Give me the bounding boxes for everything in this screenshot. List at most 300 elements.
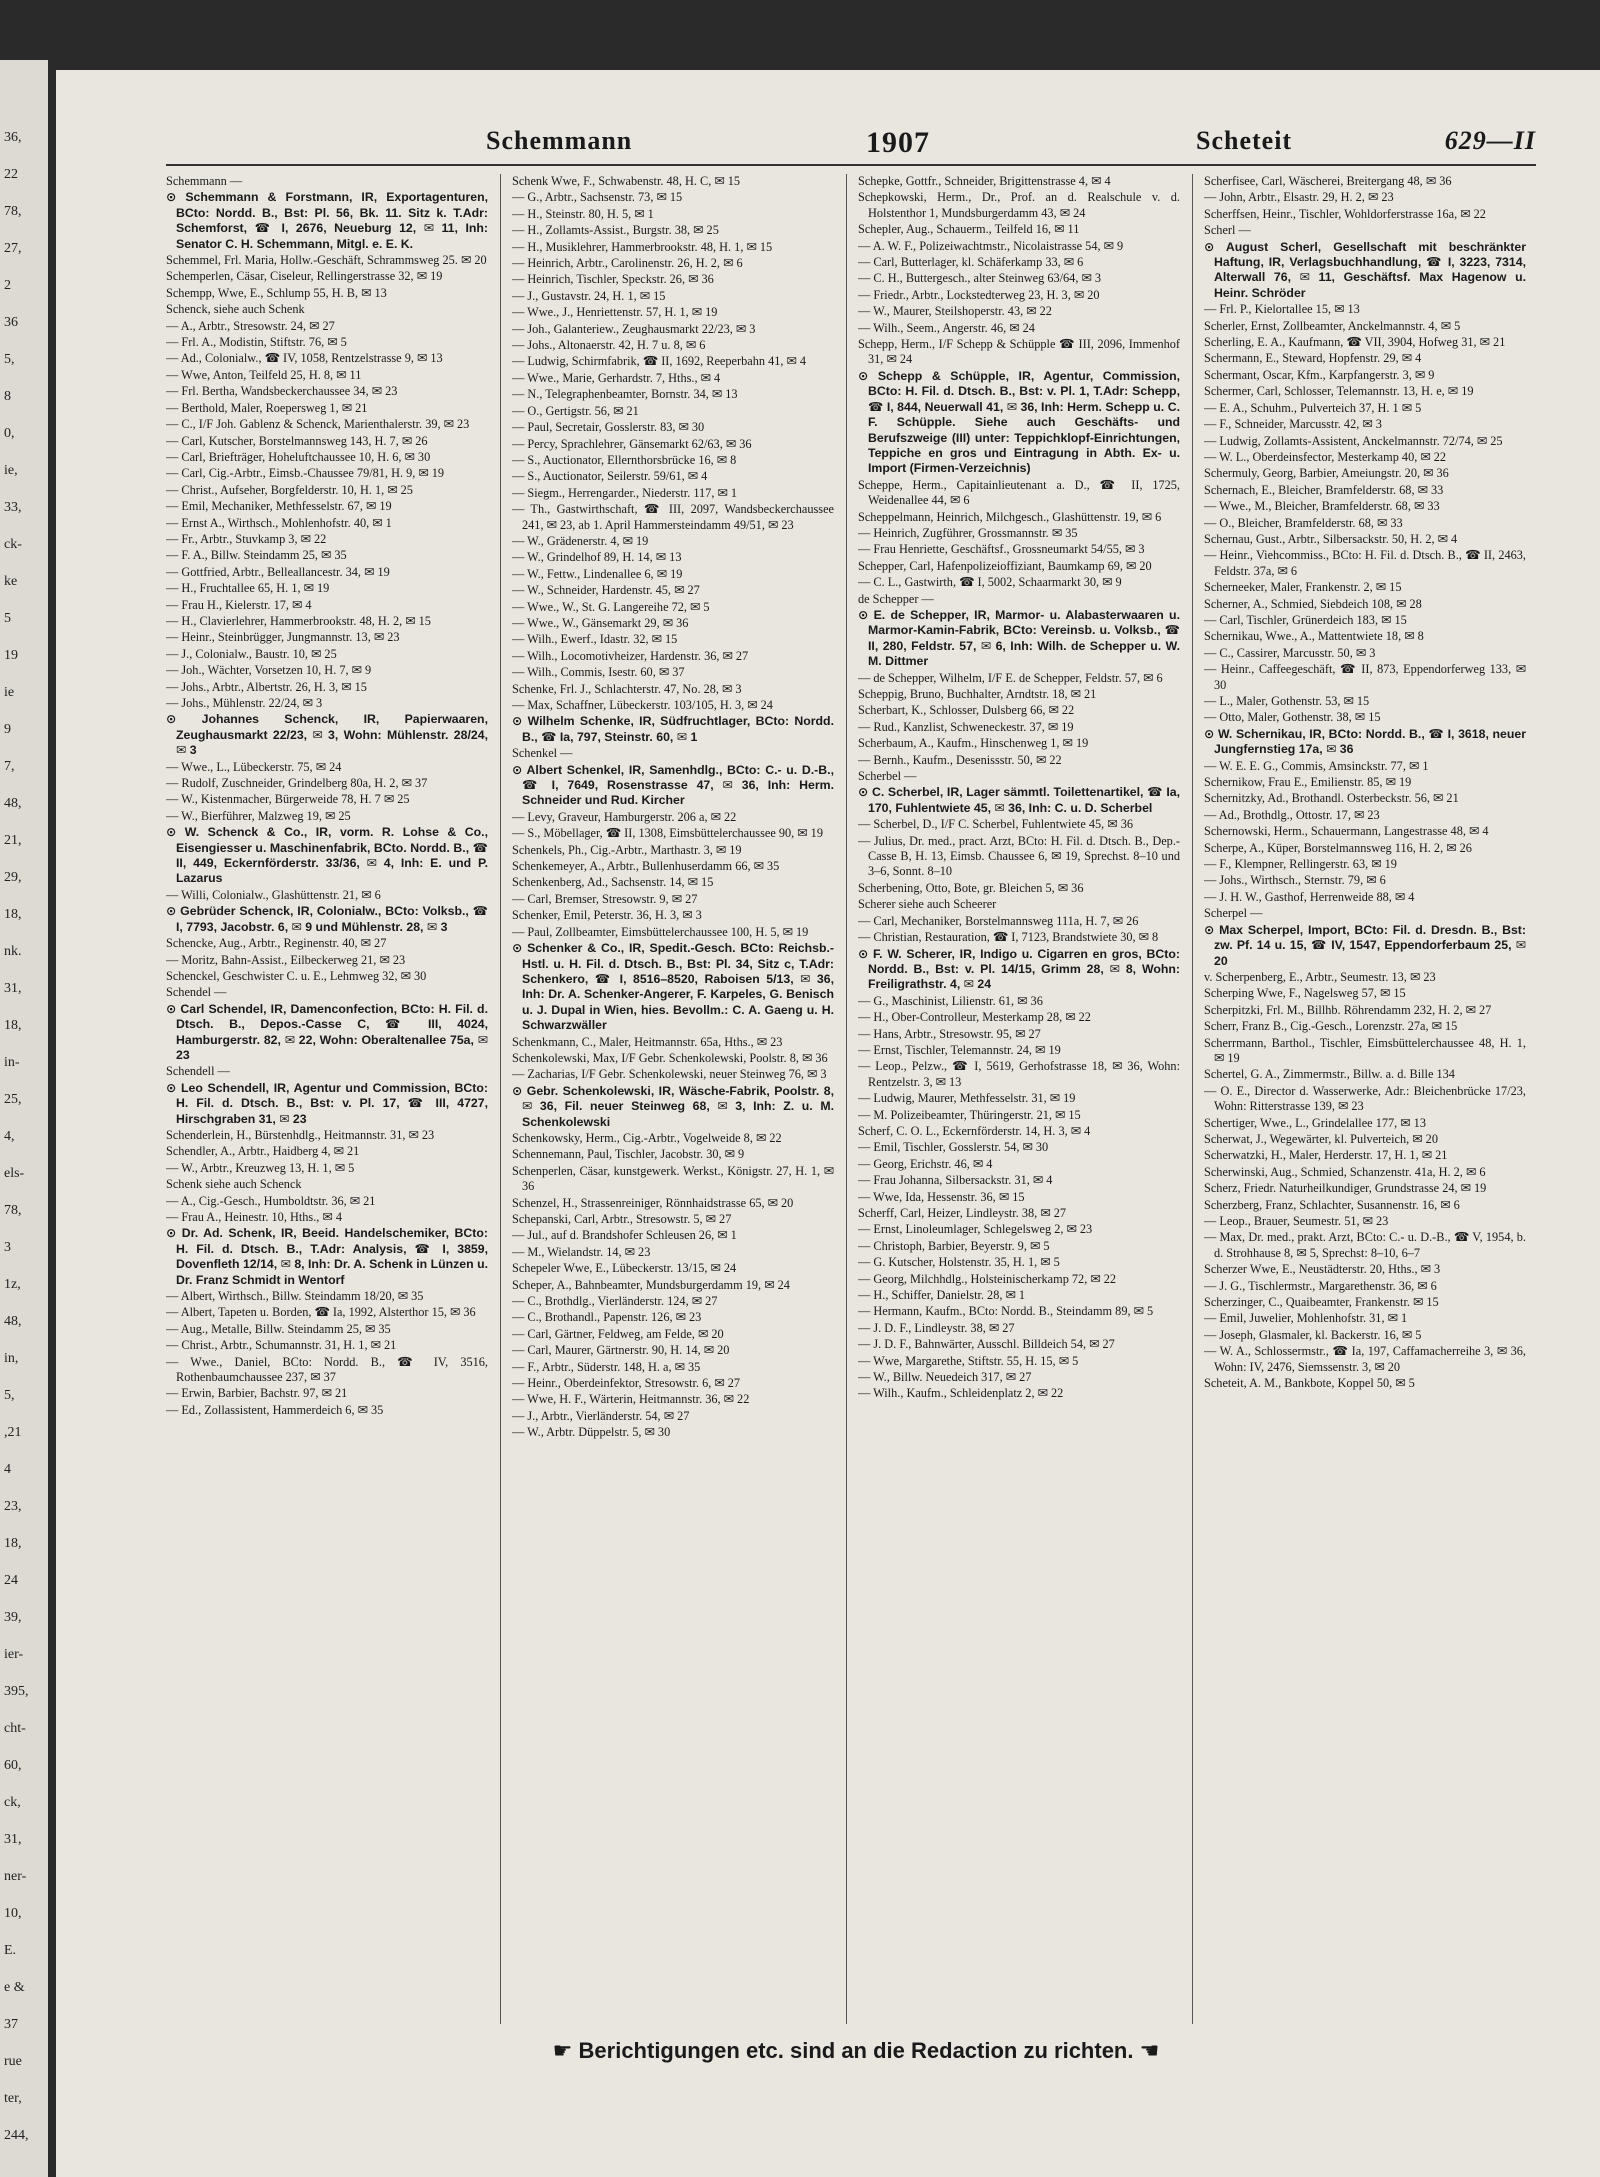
directory-entry: — Emil, Juwelier, Mohlenhofstr. 31, ✉ 1 bbox=[1204, 1311, 1408, 1326]
directory-entry: — J. D. F., Lindleystr. 38, ✉ 27 bbox=[858, 1320, 1015, 1335]
previous-page-fragment: 33, bbox=[4, 500, 22, 515]
directory-entry: Scherbel — bbox=[858, 769, 917, 784]
directory-entry: Schermuly, Georg, Barbier, Ameiungstr. 20, ✉ 36 bbox=[1204, 466, 1449, 481]
directory-entry: — Wilh., Locomotivheizer, Hardenstr. 36, ✉ 27 bbox=[512, 648, 749, 663]
header-year: 1907 bbox=[866, 126, 930, 159]
directory-entry: Schertiger, Wwe., L., Grindelallee 177, ✉ 13 bbox=[1204, 1115, 1426, 1130]
directory-entry: Schenkmann, C., Maler, Heitmannstr. 65a, Hths., ✉ 23 bbox=[512, 1034, 783, 1049]
directory-entry: — Joh., Galanteriew., Zeughausmarkt 22/23, ✉ 3 bbox=[512, 321, 756, 336]
directory-entry: — Heinrich, Arbtr., Carolinenstr. 26, H. 2, ✉ 6 bbox=[512, 256, 743, 271]
previous-page-fragment: 244, bbox=[4, 2128, 29, 2143]
directory-entry: — Wwe., M., Bleicher, Bramfelderstr. 68, ✉ 33 bbox=[1204, 499, 1440, 514]
directory-entry: — de Schepper, Wilhelm, I/F E. de Schepper, Feldstr. 57, ✉ 6 bbox=[858, 670, 1163, 685]
directory-entry: — Friedr., Arbtr., Lockstedterweg 23, H. 3, ✉ 20 bbox=[858, 287, 1100, 302]
previous-page-fragment: 60, bbox=[4, 1758, 22, 1773]
directory-entry: Schenke, Frl. J., Schlachterstr. 47, No. 28, ✉ 3 bbox=[512, 681, 742, 696]
directory-entry: Schendell — bbox=[166, 1064, 230, 1079]
directory-entry: Schenk Wwe, F., Schwabenstr. 48, H. C, ✉ 15 bbox=[512, 174, 741, 188]
previous-page-edge bbox=[0, 60, 48, 2177]
directory-entry: Schepeler Wwe, E., Lübeckerstr. 13/15, ✉ 24 bbox=[512, 1261, 737, 1276]
directory-entry: — Wwe., L., Lübeckerstr. 75, ✉ 24 bbox=[166, 759, 342, 774]
directory-entry: — Hermann, Kaufm., BCto: Nordd. B., Steindamm 89, ✉ 5 bbox=[858, 1304, 1154, 1319]
directory-entry: — Max, Schaffner, Lübeckerstr. 103/105, H. 3, ✉ 24 bbox=[512, 698, 773, 712]
previous-page-fragment: ,21 bbox=[4, 1425, 22, 1440]
directory-entry: Scherff, Carl, Heizer, Lindleystr. 38, ✉ 27 bbox=[858, 1206, 1066, 1220]
previous-page-fragment: e & bbox=[4, 1980, 25, 1995]
previous-page-fragment: ter, bbox=[4, 2091, 22, 2106]
previous-page-fragment: 48, bbox=[4, 796, 22, 811]
directory-entry: — H., Ober-Controlleur, Mesterkamp 28, ✉ 22 bbox=[858, 1010, 1091, 1025]
directory-entry: — M., Wielandstr. 14, ✉ 23 bbox=[512, 1244, 651, 1259]
firm-entry: ⊙ Wilhelm Schenke, IR, Südfruchtlager, BCto: Nordd. B., ☎ Ia, 797, Steinstr. 60, ✉ 1 bbox=[512, 714, 834, 744]
previous-page-fragment: ner- bbox=[4, 1869, 27, 1884]
directory-entry: — Erwin, Barbier, Bachstr. 97, ✉ 21 bbox=[166, 1386, 348, 1401]
directory-entry: Schenkowsky, Herm., Cig.-Arbtr., Vogelweide 8, ✉ 22 bbox=[512, 1130, 782, 1145]
previous-page-fragment: 1z, bbox=[4, 1277, 21, 1292]
directory-entry: Schermer, Carl, Schlosser, Telemannstr. 13, H. e, ✉ 19 bbox=[1204, 384, 1474, 399]
previous-page-fragment: 9 bbox=[4, 722, 11, 737]
directory-entry: — S., Möbellager, ☎ II, 1308, Eimsbüttelerchaussee 90, ✉ 19 bbox=[512, 826, 823, 841]
directory-entry: Scherbaum, A., Kaufm., Hinschenweg 1, ✉ 19 bbox=[858, 736, 1089, 751]
directory-entry: Schepler, Aug., Schauerm., Teilfeld 16, ✉ 11 bbox=[858, 222, 1080, 237]
previous-page-fragment: 5 bbox=[4, 611, 11, 626]
directory-entry: Schenkemeyer, A., Arbtr., Bullenhuserdamm 66, ✉ 35 bbox=[512, 859, 780, 874]
directory-entry: — S., Auctionator, Seilerstr. 59/61, ✉ 4 bbox=[512, 469, 708, 484]
directory-entry: Scherzinger, C., Quaibeamter, Frankenstr. ✉ 15 bbox=[1204, 1295, 1439, 1310]
previous-page-fragment: 25, bbox=[4, 1092, 22, 1107]
header-last-name: Scheteit bbox=[1196, 126, 1293, 155]
previous-page-fragment: 395, bbox=[4, 1684, 29, 1699]
previous-page-fragment: 8 bbox=[4, 389, 11, 404]
directory-entry: — Georg, Milchhdlg., Holsteinischerkamp 72, ✉ 22 bbox=[858, 1271, 1117, 1286]
page-footer bbox=[356, 2038, 1356, 2064]
directory-entry: — Max, Dr. med., prakt. Arzt, BCto: C.- u. D.-B., ☎ V, 1954, b. d. Strohhause 8, ✉ 5, Sprechst: 8–10, 6–7 bbox=[1204, 1230, 1526, 1260]
directory-columns bbox=[166, 174, 1536, 2024]
directory-entry: Schenkolewski, Max, I/F Gebr. Schenkolewski, Poolstr. 8, ✉ 36 bbox=[512, 1050, 828, 1065]
directory-entry: Schermann, E., Steward, Hopfenstr. 29, ✉ 4 bbox=[1204, 351, 1422, 366]
directory-entry: Schennemann, Paul, Tischler, Jacobstr. 30, ✉ 9 bbox=[512, 1147, 745, 1162]
firm-entry: ⊙ Schemmann & Forstmann, IR, Exportagenturen, BCto: Nordd. B., Bst: Pl. 56, Bk. 11. Sitz k. T.Adr: Schemforst, ☎ I, 2676, Neueburg 12, ✉ 11, Inh: Senator C. H. Schemmann, Mitgl. e. E. K. bbox=[166, 190, 488, 251]
directory-entry: — Wwe, Margarethe, Stiftstr. 55, H. 15, ✉ 5 bbox=[858, 1353, 1079, 1368]
previous-page-fragment: in- bbox=[4, 1055, 20, 1070]
directory-entry: Schenckel, Geschwister C. u. E., Lehmweg 32, ✉ 30 bbox=[166, 968, 427, 983]
directory-entry: — H., Steinstr. 80, H. 5, ✉ 1 bbox=[512, 206, 654, 221]
directory-entry: Scherwatzki, H., Maler, Herderstr. 17, H. 1, ✉ 21 bbox=[1204, 1148, 1448, 1163]
previous-page-fragment: 23, bbox=[4, 1499, 22, 1514]
previous-page-fragment: ier- bbox=[4, 1647, 24, 1662]
firm-entry: ⊙ Gebr. Schenkolewski, IR, Wäsche-Fabrik, Poolstr. 8, ✉ 36, Fil. neuer Steinweg 68, ✉ 3, Inh: Z. u. M. Schenkolewski bbox=[512, 1083, 834, 1129]
column-divider bbox=[1192, 174, 1193, 2024]
directory-entry: — Heinr., Oberdeinfektor, Stresowstr. 6, ✉ 27 bbox=[512, 1376, 741, 1391]
directory-entry: — W., Fettw., Lindenallee 6, ✉ 19 bbox=[512, 566, 683, 581]
directory-entry: — W., Kistenmacher, Bürgerweide 78, H. 7 ✉ 25 bbox=[166, 792, 410, 807]
directory-entry: — F. A., Billw. Steindamm 25, ✉ 35 bbox=[166, 548, 347, 563]
directory-entry: — W., Bierführer, Malzweg 19, ✉ 25 bbox=[166, 808, 351, 823]
firm-entry: ⊙ August Scherl, Gesellschaft mit beschränkter Haftung, IR, Verlagsbuchhandlung, ☎ I, 3223, 7314, Alterwall 76, ✉ 11, Geschäftsf. Max Hagenow u. Heinr. Schröder bbox=[1204, 239, 1526, 300]
directory-entry: Scherbening, Otto, Bote, gr. Bleichen 5, ✉ 36 bbox=[858, 880, 1084, 895]
previous-page-fragment: 7, bbox=[4, 759, 15, 774]
directory-entry: Schenzel, H., Strassenreiniger, Rönnhaidstrasse 65, ✉ 20 bbox=[512, 1195, 794, 1210]
previous-page-fragment: 31, bbox=[4, 1832, 22, 1847]
previous-page-fragment: 2 bbox=[4, 278, 11, 293]
directory-entry: — H., Clavierlehrer, Hammerbrookstr. 48, H. 2, ✉ 15 bbox=[166, 613, 431, 628]
directory-entry: — Albert, Wirthsch., Billw. Steindamm 18/20, ✉ 35 bbox=[166, 1289, 424, 1304]
directory-entry: Scherer siehe auch Scheerer bbox=[858, 897, 997, 912]
directory-entry: — Gottfried, Arbtr., Belleallancestr. 34, ✉ 19 bbox=[166, 564, 390, 579]
previous-page-fragment: 78, bbox=[4, 1203, 22, 1218]
directory-entry: — C., I/F Joh. Gablenz & Schenck, Marienthalerstr. 39, ✉ 23 bbox=[166, 417, 470, 432]
previous-page-fragment: cht- bbox=[4, 1721, 26, 1736]
directory-entry: — O., Gertigstr. 56, ✉ 21 bbox=[512, 403, 639, 418]
directory-entry: — Ad., Colonialw., ☎ IV, 1058, Rentzelstrasse 9, ✉ 13 bbox=[166, 351, 443, 366]
previous-page-fragment: ck, bbox=[4, 1795, 21, 1810]
directory-entry: — Ludwig, Schirmfabrik, ☎ II, 1692, Reeperbahn 41, ✉ 4 bbox=[512, 354, 807, 369]
directory-entry: — A. W. F., Polizeiwachtmstr., Nicolaistrasse 54, ✉ 9 bbox=[858, 238, 1124, 253]
directory-entry: — Julius, Dr. med., pract. Arzt, BCto: H. Fil. d. Dtsch. B., Dep.-Casse B, H. 13, Eimsb. Chaussee 6, ✉ 19, Sprechst. 8–10 und 3–6, Sonnt. 8–10 bbox=[858, 833, 1180, 879]
directory-entry: Scherpitzki, Frl. M., Billhb. Röhrendamm 232, H. 2, ✉ 27 bbox=[1204, 1002, 1492, 1017]
directory-entry: — H., Fruchtallee 65, H. 1, ✉ 19 bbox=[166, 581, 330, 596]
previous-page-fragment: 10, bbox=[4, 1906, 22, 1921]
directory-entry: — W., Arbtr. Düppelstr. 5, ✉ 30 bbox=[512, 1425, 671, 1440]
previous-page-fragment: 31, bbox=[4, 981, 22, 996]
column-divider bbox=[846, 174, 847, 2024]
directory-entry: — C. L., Gastwirth, ☎ I, 5002, Schaarmarkt 30, ✉ 9 bbox=[858, 575, 1122, 590]
previous-page-fragment: 36, bbox=[4, 130, 22, 145]
directory-entry: — W. L., Oberdeinsfector, Mesterkamp 40, ✉ 22 bbox=[1204, 449, 1447, 464]
directory-entry: — Carl, Mechaniker, Borstelmannsweg 111a, H. 7, ✉ 26 bbox=[858, 913, 1139, 928]
directory-entry: — Frl. A., Modistin, Stiftstr. 76, ✉ 5 bbox=[166, 335, 347, 350]
page-header bbox=[166, 120, 1536, 166]
previous-page-fragment: els- bbox=[4, 1166, 25, 1181]
previous-page-fragment: 3 bbox=[4, 1240, 11, 1255]
previous-page-fragment: in, bbox=[4, 1351, 19, 1366]
directory-entry: — H., Musiklehrer, Hammerbrookstr. 48, H. 1, ✉ 15 bbox=[512, 239, 773, 254]
previous-page-fragment: 24 bbox=[4, 1573, 18, 1588]
directory-entry: — Jul., auf d. Brandshofer Schleusen 26, ✉ 1 bbox=[512, 1228, 737, 1243]
previous-page-fragment: 29, bbox=[4, 870, 22, 885]
directory-entry: — Christian, Restauration, ☎ I, 7123, Brandstwiete 30, ✉ 8 bbox=[858, 930, 1159, 945]
directory-entry: Schernowski, Herm., Schauermann, Langestrasse 48, ✉ 4 bbox=[1204, 824, 1489, 839]
directory-entry: — Albert, Tapeten u. Borden, ☎ Ia, 1992, Alsterthor 15, ✉ 36 bbox=[166, 1305, 476, 1320]
directory-entry: Scherl — bbox=[1204, 223, 1251, 238]
directory-entry: — Heinrich, Zugführer, Grossmannstr. ✉ 35 bbox=[858, 525, 1078, 540]
previous-page-fragment: 0, bbox=[4, 426, 15, 441]
directory-entry: Scheper, A., Bahnbeamter, Mundsburgerdamm 19, ✉ 24 bbox=[512, 1277, 790, 1292]
directory-entry: Scherpel — bbox=[1204, 906, 1263, 921]
pointing-hand-left-icon: ☛ bbox=[552, 2038, 573, 2063]
directory-entry: — Carl, Cig.-Arbtr., Eimsb.-Chaussee 79/81, H. 9, ✉ 19 bbox=[166, 466, 445, 481]
directory-entry: — H., Schiffer, Danielstr. 28, ✉ 1 bbox=[858, 1288, 1026, 1303]
directory-entry: v. Scherpenberg, E., Arbtr., Seumestr. 13, ✉ 23 bbox=[1204, 969, 1436, 984]
directory-entry: — Carl, Bremser, Stresowstr. 9, ✉ 27 bbox=[512, 891, 698, 906]
directory-entry: — Emil, Tischler, Gosslerstr. 54, ✉ 30 bbox=[858, 1140, 1049, 1155]
directory-entry: Scherler, Ernst, Zollbeamter, Anckelmannstr. 4, ✉ 5 bbox=[1204, 318, 1461, 333]
directory-entry: — Wilh., Seem., Angerstr. 46, ✉ 24 bbox=[858, 320, 1035, 335]
directory-entry: Scherffsen, Heinr., Tischler, Wohldorferstrasse 16a, ✉ 22 bbox=[1204, 206, 1486, 221]
directory-entry: — Moritz, Bahn-Assist., Eilbeckerweg 21, ✉ 23 bbox=[166, 952, 406, 967]
previous-page-fragment: 27, bbox=[4, 241, 22, 256]
directory-entry: Schenderlein, H., Bürstenhdlg., Heitmannstr. 31, ✉ 23 bbox=[166, 1127, 435, 1142]
directory-entry: — W. A., Schlossermstr., ☎ Ia, 197, Caffamacherreihe 3, ✉ 36, Wohn: IV, 2476, Siemssenstr. 3, ✉ 20 bbox=[1204, 1344, 1526, 1374]
previous-page-fragment: 39, bbox=[4, 1610, 22, 1625]
directory-entry: — Christ., Aufseher, Borgfelderstr. 10, H. 1, ✉ 25 bbox=[166, 482, 413, 497]
previous-page-fragment: 21, bbox=[4, 833, 22, 848]
directory-entry: — Frau H., Kielerstr. 17, ✉ 4 bbox=[166, 597, 312, 612]
directory-entry: — G., Arbtr., Sachsenstr. 73, ✉ 15 bbox=[512, 190, 683, 205]
directory-entry: — Ed., Zollassistent, Hammerdeich 6, ✉ 35 bbox=[166, 1402, 384, 1417]
previous-page-fragment: 36 bbox=[4, 315, 18, 330]
directory-entry: — J., Arbtr., Vierländerstr. 54, ✉ 27 bbox=[512, 1408, 690, 1423]
directory-entry: Scheppig, Bruno, Buchhalter, Arndtstr. 18, ✉ 21 bbox=[858, 687, 1097, 701]
directory-entry: Schemperlen, Cäsar, Ciseleur, Rellingerstrasse 32, ✉ 19 bbox=[166, 269, 443, 284]
previous-page-fragment: 48, bbox=[4, 1314, 22, 1329]
directory-entry: Scherling, E. A., Kaufmann, ☎ VII, 3904, Hofweg 31, ✉ 21 bbox=[1204, 335, 1506, 350]
directory-entry: Schenker, Emil, Peterstr. 36, H. 3, ✉ 3 bbox=[512, 908, 702, 923]
directory-entry: — Wwe., W., Gänsemarkt 29, ✉ 36 bbox=[512, 615, 689, 630]
firm-entry: ⊙ Leo Schendell, IR, Agentur und Commission, BCto: H. Fil. d. Dtsch. B., Bst: v. Pl. 17, ☎ III, 4727, Hirschgraben 31, ✉ 23 bbox=[166, 1080, 488, 1126]
directory-entry: — Wilh., Kaufm., Schleidenplatz 2, ✉ 22 bbox=[858, 1386, 1064, 1401]
directory-entry: Scherrmann, Barthol., Tischler, Eimsbüttelerchaussee 48, H. 1, ✉ 19 bbox=[1204, 1035, 1526, 1065]
directory-entry: — Heinrich, Tischler, Speckstr. 26, ✉ 36 bbox=[512, 272, 714, 287]
directory-entry: — Christ., Arbtr., Schumannstr. 31, H. 1, ✉ 21 bbox=[166, 1338, 397, 1353]
directory-entry: — Ernst, Linoleumlager, Schlegelsweg 2, ✉ 23 bbox=[858, 1222, 1093, 1237]
directory-entry: — G. Kutscher, Holstenstr. 35, H. 1, ✉ 5 bbox=[858, 1255, 1060, 1270]
directory-entry: — W., Maurer, Steilshoperstr. 43, ✉ 22 bbox=[858, 304, 1052, 319]
directory-entry: Scheppe, Herm., Capitainlieutenant a. D., ☎ II, 1725, Weidenallee 44, ✉ 6 bbox=[858, 477, 1180, 508]
directory-entry: Schermant, Oscar, Kfm., Karpfangerstr. 3, ✉ 9 bbox=[1204, 367, 1435, 382]
directory-entry: Scherpe, A., Küper, Borstelmannsweg 116, H. 2, ✉ 26 bbox=[1204, 840, 1472, 855]
directory-entry: — Heinr., Caffeegeschäft, ☎ II, 873, Eppendorferweg 133, ✉ 30 bbox=[1204, 662, 1526, 692]
directory-entry: — W., Arbtr., Kreuzweg 13, H. 1, ✉ 5 bbox=[166, 1160, 355, 1175]
previous-page-fragment: 5, bbox=[4, 352, 15, 367]
directory-entry: — Wwe., Marie, Gerhardstr. 7, Hths., ✉ 4 bbox=[512, 370, 721, 385]
directory-entry: — W., Billw. Neuedeich 317, ✉ 27 bbox=[858, 1370, 1032, 1385]
firm-entry: ⊙ F. W. Scherer, IR, Indigo u. Cigarren en gros, BCto: Nordd. B., Bst: v. Pl. 14/15, Grimm 28, ✉ 8, Wohn: Freiligrathstr. 4, ✉ 24 bbox=[858, 946, 1180, 992]
firm-entry: ⊙ Gebrüder Schenck, IR, Colonialw., BCto: Volksb., ☎ I, 7793, Jacobstr. 6, ✉ 9 und Mühlenstr. 28, ✉ 3 bbox=[166, 904, 488, 934]
directory-entry: — Ludwig, Maurer, Methfesselstr. 31, ✉ 19 bbox=[858, 1091, 1076, 1106]
directory-entry: — Ernst A., Wirthsch., Mohlenhofstr. 40, ✉ 1 bbox=[166, 515, 392, 530]
directory-page bbox=[56, 70, 1600, 2177]
previous-page-fragment: rue bbox=[4, 2054, 22, 2069]
directory-entry: — Carl, Maurer, Gärtnerstr. 90, H. 14, ✉ 20 bbox=[512, 1343, 730, 1358]
previous-page-fragment: nk. bbox=[4, 944, 22, 959]
previous-page-fragment: 22 bbox=[4, 167, 18, 182]
directory-entry: — A., Arbtr., Stresowstr. 24, ✉ 27 bbox=[166, 318, 335, 333]
directory-entry: Schendel — bbox=[166, 985, 227, 1000]
directory-entry: — Emil, Mechaniker, Methfesselstr. 67, ✉ 19 bbox=[166, 499, 392, 514]
directory-entry: — H., Zollamts-Assist., Burgstr. 38, ✉ 25 bbox=[512, 223, 719, 238]
directory-entry: — Wilh., Commis, Isestr. 60, ✉ 37 bbox=[512, 665, 685, 680]
directory-entry: — Johs., Arbtr., Albertstr. 26, H. 3, ✉ 15 bbox=[166, 679, 367, 694]
firm-entry: ⊙ Carl Schendel, IR, Damenconfection, BCto: H. Fil. d. Dtsch. B., Depos.-Casse C, ☎ III, 4024, Hamburgerstr. 82, ✉ 22, Wohn: Oberaltenallee 75a, ✉ 23 bbox=[166, 1001, 488, 1062]
directory-entry: Schempp, Wwe, E., Schlump 55, H. B, ✉ 13 bbox=[166, 285, 387, 300]
directory-entry: — C., Brothandl., Papenstr. 126, ✉ 23 bbox=[512, 1310, 702, 1325]
directory-entry: — Fr., Arbtr., Stuvkamp 3, ✉ 22 bbox=[166, 531, 327, 546]
firm-entry: ⊙ Albert Schenkel, IR, Samenhdlg., BCto: C.- u. D.-B., ☎ I, 7649, Rosenstrasse 47, ✉ 36, Inh: Herm. Schneider und Rud. Kircher bbox=[512, 762, 834, 808]
directory-entry: — Scherbel, D., I/F C. Scherbel, Fuhlentwiete 45, ✉ 36 bbox=[858, 817, 1133, 832]
firm-entry: ⊙ Schepp & Schüpple, IR, Agentur, Commission, BCto: H. Fil. d. Dtsch. B., Bst: v. Pl. 1, T.Adr: Schepp, ☎ I, 844, Neuerwall 41, ✉ 36, Inh: Herm. Schepp u. C. F. Schüpple. Siehe auch Geschäfts- und Berufszweige (III) unter: Teppichklopf-Einrichtungen, Teppiche en gros und Eintragung in Abth. Ex- u. Import (Firmen-Verzeichnis) bbox=[858, 368, 1180, 476]
header-first-name: Schemmann bbox=[486, 126, 633, 155]
directory-entry: — Rudolf, Zuschneider, Grindelberg 80a, H. 2, ✉ 37 bbox=[166, 776, 428, 791]
directory-entry: — S., Auctionator, Ellernthorsbrücke 16, ✉ 8 bbox=[512, 452, 737, 467]
directory-entry: Schepkowski, Herm., Dr., Prof. an d. Realschule v. d. Holstenthor 1, Mundsburgerdamm 43, ✉ 24 bbox=[858, 190, 1180, 220]
directory-entry: Scherz, Friedr. Naturheilkundiger, Grundstrasse 24, ✉ 19 bbox=[1204, 1181, 1487, 1196]
directory-entry: Scherbart, K., Schlosser, Dulsberg 66, ✉ 22 bbox=[858, 703, 1075, 718]
directory-entry: — C. H., Buttergesch., alter Steinweg 63/64, ✉ 3 bbox=[858, 271, 1102, 286]
directory-entry: Scherf, C. O. L., Eckernförderstr. 14, H. 3, ✉ 4 bbox=[858, 1123, 1091, 1138]
directory-entry: Schemmann — bbox=[166, 174, 243, 188]
directory-entry: — J. G., Tischlermstr., Margarethenstr. 36, ✉ 6 bbox=[1204, 1278, 1437, 1293]
directory-entry: Scherwinski, Aug., Schmied, Schanzenstr. 41a, H. 2, ✉ 6 bbox=[1204, 1164, 1486, 1179]
directory-entry: Schemmel, Frl. Maria, Hollw.-Geschäft, Schrammsweg 25. ✉ 20 bbox=[166, 253, 487, 268]
previous-page-fragment: 18, bbox=[4, 1018, 22, 1033]
previous-page-fragment: 4 bbox=[4, 1462, 11, 1477]
directory-entry: — Frl. P., Kielortallee 15, ✉ 13 bbox=[1204, 302, 1360, 317]
directory-entry: — F., Arbtr., Süderstr. 148, H. a, ✉ 35 bbox=[512, 1359, 701, 1374]
directory-entry: Schernach, E., Bleicher, Bramfelderstr. 68, ✉ 33 bbox=[1204, 482, 1444, 497]
directory-column-1 bbox=[166, 174, 488, 2024]
directory-entry: Scheteit, A. M., Bankbote, Koppel 50, ✉ 5 bbox=[1204, 1376, 1415, 1391]
directory-entry: — Wwe., J., Henriettenstr. 57, H. 1, ✉ 19 bbox=[512, 305, 718, 320]
directory-entry: Schernitzky, Ad., Brothandl. Osterbeckstr. 56, ✉ 21 bbox=[1204, 791, 1459, 806]
directory-entry: Scherping Wwe, F., Nagelsweg 57, ✉ 15 bbox=[1204, 986, 1406, 1001]
page-number: 629—II bbox=[1444, 126, 1536, 155]
directory-entry: — Aug., Metalle, Billw. Steindamm 25, ✉ 35 bbox=[166, 1321, 391, 1336]
pointing-hand-right-icon: ☚ bbox=[1139, 2038, 1160, 2063]
directory-entry: — W., Schneider, Hardenstr. 45, ✉ 27 bbox=[512, 583, 700, 598]
previous-page-fragment: ke bbox=[4, 574, 18, 589]
previous-page-fragment: ck- bbox=[4, 537, 22, 552]
directory-entry: — Johs., Wirthsch., Sternstr. 79, ✉ 6 bbox=[1204, 873, 1386, 888]
previous-page-fragment: E. bbox=[4, 1943, 17, 1958]
previous-page-fragment: ie bbox=[4, 685, 15, 700]
previous-page-fragment: 18, bbox=[4, 907, 22, 922]
column-divider bbox=[500, 174, 501, 2024]
firm-entry: ⊙ Johannes Schenck, IR, Papierwaaren, Zeughausmarkt 22/23, ✉ 3, Wohn: Mühlenstr. 28/24, ✉ 3 bbox=[166, 712, 488, 758]
firm-entry: ⊙ C. Scherbel, IR, Lager sämmtl. Toilettenartikel, ☎ Ia, 170, Fuhlentwiete 45, ✉ 36, Inh: C. u. D. Scherbel bbox=[858, 785, 1180, 815]
firm-entry: ⊙ Schenker & Co., IR, Spedit.-Gesch. BCto: Reichsb.-Hstl. u. H. Fil. d. Dtsch. B., Bst: Pl. 34, Sitz c, T.Adr: Schenkero, ☎ I, 8516–8520, Raboisen 5/13, ✉ 36, Inh: Dr. A. Schenker-Angerer, F. Karpeles, G. Benisch u. J. Dupal in Wien, hies. Bevollm.: C. A. Gaeng u. H. Schwarzwäller bbox=[512, 941, 834, 1033]
directory-entry: Schepanski, Carl, Arbtr., Stresowstr. 5, ✉ 27 bbox=[512, 1212, 732, 1226]
directory-entry: — Wwe., W., St. G. Langereihe 72, ✉ 5 bbox=[512, 599, 710, 614]
directory-entry: Schenkenberg, Ad., Sachsenstr. 14, ✉ 15 bbox=[512, 875, 714, 890]
previous-page-fragment: 19 bbox=[4, 648, 18, 663]
directory-entry: — O., Bleicher, Bramfelderstr. 68, ✉ 33 bbox=[1204, 515, 1403, 530]
directory-entry: — Ad., Brothdlg., Ottostr. 17, ✉ 23 bbox=[1204, 807, 1380, 822]
directory-entry: Schertel, G. A., Zimmermstr., Billw. a. d. Bille 134 bbox=[1204, 1067, 1455, 1082]
directory-entry: — Leop., Brauer, Seumestr. 51, ✉ 23 bbox=[1204, 1214, 1389, 1228]
directory-entry: Schenkels, Ph., Cig.-Arbtr., Marthastr. 3, ✉ 19 bbox=[512, 842, 742, 857]
directory-entry: — Paul, Secretair, Gosslerstr. 83, ✉ 30 bbox=[512, 420, 705, 435]
directory-entry: Scherzer Wwe, E., Neustädterstr. 20, Hths., ✉ 3 bbox=[1204, 1262, 1441, 1277]
directory-entry: Schepp, Herm., I/F Schepp & Schüpple ☎ III, 2096, Immenhof 31, ✉ 24 bbox=[858, 337, 1180, 367]
firm-entry: ⊙ Dr. Ad. Schenk, IR, Beeid. Handelschemiker, BCto: H. Fil. d. Dtsch. B., T.Adr: Analysis, ☎ I, 3859, Dovenfleth 12/14, ✉ 8, Inh: Dr. A. Schenk in Lünzen u. Dr. Franz Schmidt in Wentorf bbox=[166, 1226, 488, 1287]
directory-entry: — W., Grädenerstr. 4, ✉ 19 bbox=[512, 533, 649, 548]
directory-entry: — Rud., Kanzlist, Schweneckestr. 37, ✉ 19 bbox=[858, 719, 1074, 734]
directory-entry: Schernau, Gust., Arbtr., Silbersackstr. 50, H. 2, ✉ 4 bbox=[1204, 531, 1458, 546]
directory-entry: — Wwe, Ida, Hessenstr. 36, ✉ 15 bbox=[858, 1189, 1025, 1204]
directory-entry: — Johs., Altonaerstr. 42, H. 7 u. 8, ✉ 6 bbox=[512, 338, 706, 353]
directory-entry: — Bernh., Kaufm., Desenissstr. 50, ✉ 22 bbox=[858, 752, 1062, 767]
previous-page-fragment: 37 bbox=[4, 2017, 18, 2032]
directory-entry: Schernikau, Wwe., A., Mattentwiete 18, ✉ 8 bbox=[1204, 629, 1424, 644]
directory-column-4 bbox=[1204, 174, 1526, 2024]
firm-entry: ⊙ Max Scherpel, Import, BCto: Fil. d. Dresdn. B., Bst: zw. Pf. 14 u. 15, ☎ IV, 1547, Eppendorferbaum 25, ✉ 20 bbox=[1204, 922, 1526, 968]
directory-entry: — A., Cig.-Gesch., Humboldtstr. 36, ✉ 21 bbox=[166, 1193, 376, 1208]
directory-entry: — C., Cassirer, Marcusstr. 50, ✉ 3 bbox=[1204, 645, 1376, 660]
directory-entry: Scherwat, J., Wegewärter, kl. Pulverteich, ✉ 20 bbox=[1204, 1131, 1438, 1146]
directory-entry: — O. E., Director d. Wasserwerke, Adr.: Bleichenbrücke 17/23, Wohn: Ritterstrasse 139, ✉ 23 bbox=[1204, 1083, 1526, 1114]
directory-entry: Scherzberg, Franz, Schlachter, Susannenstr. 16, ✉ 6 bbox=[1204, 1197, 1460, 1212]
directory-entry: de Schepper — bbox=[858, 591, 934, 606]
directory-entry: — Heinr., Steinbrügger, Jungmannstr. 13, ✉ 23 bbox=[166, 630, 400, 645]
previous-page-fragment: ie, bbox=[4, 463, 18, 478]
directory-entry: — Levy, Graveur, Hamburgerstr. 206 a, ✉ 22 bbox=[512, 809, 737, 824]
directory-entry: — W. E. E. G., Commis, Amsinckstr. 77, ✉ 1 bbox=[1204, 758, 1429, 773]
directory-entry: Scherfisee, Carl, Wäscherei, Breitergang 48, ✉ 36 bbox=[1204, 174, 1452, 188]
previous-page-fragment: 18, bbox=[4, 1536, 22, 1551]
directory-entry: Schenperlen, Cäsar, kunstgewerk. Werkst., Königstr. 27, H. 1, ✉ 36 bbox=[512, 1163, 834, 1194]
directory-entry: — Heinr., Viehcommiss., BCto: H. Fil. d. Dtsch. B., ☎ II, 2463, Feldstr. 37a, ✉ 6 bbox=[1204, 548, 1526, 578]
directory-entry: Schenck, siehe auch Schenk bbox=[166, 302, 305, 317]
directory-entry: — Ludwig, Zollamts-Assistent, Anckelmannstr. 72/74, ✉ 25 bbox=[1204, 433, 1503, 448]
directory-entry: — John, Arbtr., Elsastr. 29, H. 2, ✉ 23 bbox=[1204, 190, 1394, 205]
footer-notice: Berichtigungen etc. sind an die Redaction zu richten. bbox=[578, 2038, 1134, 2063]
directory-entry: — Wwe, H. F., Wärterin, Heitmannstr. 36, ✉ 22 bbox=[512, 1392, 750, 1407]
directory-entry: — Wwe, Anton, Teilfeld 25, H. 8, ✉ 11 bbox=[166, 367, 362, 382]
firm-entry: ⊙ W. Schernikau, IR, BCto: Nordd. B., ☎ I, 3618, neuer Jungfernstieg 17a, ✉ 36 bbox=[1204, 726, 1526, 757]
directory-entry: Scherneeker, Maler, Frankenstr. 2, ✉ 15 bbox=[1204, 580, 1402, 595]
directory-entry: — Ernst, Tischler, Telemannstr. 24, ✉ 19 bbox=[858, 1042, 1061, 1057]
directory-entry: — Frau Henriette, Geschäftsf., Grossneumarkt 54/55, ✉ 3 bbox=[858, 542, 1145, 557]
directory-entry: — Carl, Tischler, Grünerdeich 183, ✉ 15 bbox=[1204, 612, 1407, 627]
directory-entry: — Carl, Briefträger, Hoheluftchaussee 10, H. 6, ✉ 30 bbox=[166, 449, 431, 464]
directory-entry: — Otto, Maler, Gothenstr. 38, ✉ 15 bbox=[1204, 710, 1381, 725]
directory-entry: — Frau A., Heinestr. 10, Hths., ✉ 4 bbox=[166, 1210, 342, 1224]
directory-entry: — Joh., Wächter, Vorsetzen 10, H. 7, ✉ 9 bbox=[166, 663, 372, 678]
directory-entry: Schendler, A., Arbtr., Haidberg 4, ✉ 21 bbox=[166, 1144, 360, 1159]
directory-entry: — Frl. Bertha, Wandsbeckerchaussee 34, ✉ 23 bbox=[166, 384, 398, 399]
directory-column-3 bbox=[858, 174, 1180, 2024]
directory-entry: — Johs., Mühlenstr. 22/24, ✉ 3 bbox=[166, 696, 323, 710]
directory-entry: Scheppelmann, Heinrich, Milchgesch., Glashüttenstr. 19, ✉ 6 bbox=[858, 509, 1162, 524]
directory-entry: — Joseph, Glasmaler, kl. Backerstr. 16, ✉ 5 bbox=[1204, 1327, 1422, 1342]
directory-entry: Schepke, Gottfr., Schneider, Brigittenstrasse 4, ✉ 4 bbox=[858, 174, 1111, 188]
directory-entry: Schenk siehe auch Schenck bbox=[166, 1177, 302, 1192]
firm-entry: ⊙ E. de Schepper, IR, Marmor- u. Alabasterwaaren u. Marmor-Kamin-Fabrik, BCto: Vereinsb. u. Volksb., ☎ II, 280, Feldstr. 57, ✉ 6, Inh: Wilh. de Schepper u. W. M. Dittmer bbox=[858, 607, 1180, 669]
previous-page-fragment: 5, bbox=[4, 1388, 15, 1403]
directory-entry: — Berthold, Maler, Roepersweg 1, ✉ 21 bbox=[166, 400, 368, 415]
directory-entry: — Willi, Colonialw., Glashüttenstr. 21, ✉ 6 bbox=[166, 887, 381, 902]
directory-entry: — L., Maler, Gothenstr. 53, ✉ 15 bbox=[1204, 694, 1370, 708]
directory-entry: — Carl, Kutscher, Borstelmannsweg 143, H. 7, ✉ 26 bbox=[166, 433, 428, 448]
directory-entry: — W., Grindelhof 89, H. 14, ✉ 13 bbox=[512, 550, 682, 565]
directory-entry: Schepper, Carl, Hafenpolizeioffiziant, Baumkamp 69, ✉ 20 bbox=[858, 558, 1152, 573]
directory-entry: — Georg, Erichstr. 46, ✉ 4 bbox=[858, 1156, 993, 1171]
directory-entry: Schencke, Aug., Arbtr., Reginenstr. 40, ✉ 27 bbox=[166, 936, 387, 951]
directory-entry: — M. Polizeibeamter, Thüringerstr. 21, ✉ 15 bbox=[858, 1107, 1081, 1122]
directory-entry: — Christoph, Barbier, Beyerstr. 9, ✉ 5 bbox=[858, 1238, 1050, 1253]
directory-entry: Scherner, A., Schmied, Siebdeich 108, ✉ 28 bbox=[1204, 596, 1422, 611]
directory-entry: Schenkel — bbox=[512, 746, 573, 761]
directory-entry: — C., Brothdlg., Vierländerstr. 124, ✉ 27 bbox=[512, 1294, 718, 1309]
directory-entry: Scherr, Franz B., Cig.-Gesch., Lorenzstr. 27a, ✉ 15 bbox=[1204, 1019, 1458, 1034]
firm-entry: ⊙ W. Schenck & Co., IR, vorm. R. Lohse & Co., Eisengiesser u. Maschinenfabrik, BCto. Nordd. B., ☎ II, 449, Eckernförderstr. 33/36, ✉ 4, Inh: E. und P. Lazarus bbox=[166, 825, 488, 886]
directory-entry: — Zacharias, I/F Gebr. Schenkolewski, neuer Steinweg 76, ✉ 3 bbox=[512, 1067, 827, 1082]
directory-entry: — G., Maschinist, Lilienstr. 61, ✉ 36 bbox=[858, 993, 1043, 1008]
directory-entry: — E. A., Schuhm., Pulverteich 37, H. 1 ✉ 5 bbox=[1204, 400, 1422, 415]
directory-entry: — J. H. W., Gasthof, Herrenweide 88, ✉ 4 bbox=[1204, 889, 1415, 904]
directory-entry: — Frau Johanna, Silbersackstr. 31, ✉ 4 bbox=[858, 1173, 1053, 1188]
